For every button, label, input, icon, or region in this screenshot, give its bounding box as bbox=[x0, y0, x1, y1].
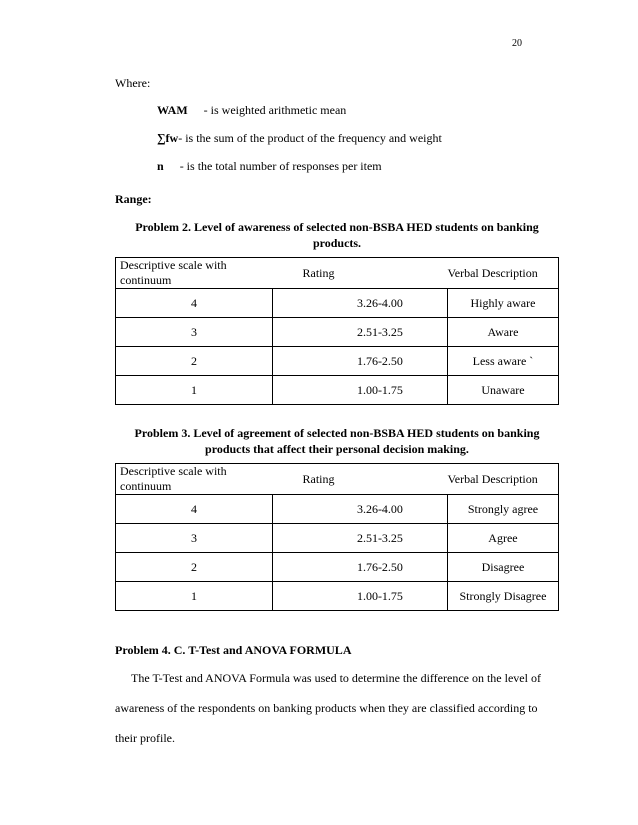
cell-scale: 2 bbox=[116, 553, 273, 582]
definition-desc: - is the total number of responses per item bbox=[179, 159, 382, 173]
cell-rating: 1.76-2.50 bbox=[273, 347, 448, 376]
table-row bbox=[116, 347, 559, 376]
table-row bbox=[116, 582, 559, 611]
header-rating: Rating bbox=[273, 258, 448, 289]
cell-scale: 2 bbox=[116, 347, 273, 376]
cell-description: Agree bbox=[447, 524, 558, 553]
definition-term: WAM bbox=[157, 103, 188, 117]
problem4-title: Problem 4. C. T-Test and ANOVA FORMULA bbox=[115, 643, 352, 657]
cell-scale: 4 bbox=[116, 289, 273, 318]
range-label: Range: bbox=[115, 192, 152, 206]
table-row bbox=[116, 318, 559, 347]
problem2-title-line1: Problem 2. Level of awareness of selected non-BSBA HED students on banking bbox=[135, 220, 539, 234]
table-row bbox=[116, 289, 559, 318]
cell-rating: 1.76-2.50 bbox=[273, 553, 448, 582]
table-row bbox=[116, 376, 559, 405]
cell-description: Disagree bbox=[447, 553, 558, 582]
problem3-title-line2: products that affect their personal decision making. bbox=[205, 442, 469, 456]
cell-rating: 1.00-1.75 bbox=[273, 376, 448, 405]
where-label: Where: bbox=[115, 76, 151, 90]
table-header-row bbox=[116, 464, 559, 495]
definition-wam bbox=[157, 103, 346, 118]
cell-scale: 3 bbox=[116, 524, 273, 553]
cell-description: Unaware bbox=[447, 376, 558, 405]
cell-scale: 1 bbox=[116, 376, 273, 405]
cell-rating: 1.00-1.75 bbox=[273, 582, 448, 611]
cell-description: Less aware ` bbox=[447, 347, 558, 376]
problem2-title-line2: products. bbox=[312, 236, 362, 250]
cell-description: Highly aware bbox=[447, 289, 558, 318]
problem4-paragraph-line1: The T-Test and ANOVA Formula was used to determine the difference on the level of bbox=[131, 671, 541, 685]
cell-scale: 4 bbox=[116, 495, 273, 524]
cell-description: Strongly Disagree bbox=[447, 582, 558, 611]
problem2-table bbox=[115, 257, 559, 405]
cell-rating: 2.51-3.25 bbox=[273, 524, 448, 553]
problem3-table bbox=[115, 463, 559, 611]
table-row bbox=[116, 495, 559, 524]
cell-scale: 3 bbox=[116, 318, 273, 347]
table-header-row bbox=[116, 258, 559, 289]
table-row bbox=[116, 553, 559, 582]
page-number: 20 bbox=[512, 38, 522, 49]
definition-term: ∑fw bbox=[157, 131, 179, 145]
cell-rating: 3.26-4.00 bbox=[273, 495, 448, 524]
definition-n bbox=[157, 159, 382, 174]
definition-desc: - is weighted arithmetic mean bbox=[203, 103, 347, 117]
definition-desc: - is the sum of the product of the frequency and weight bbox=[178, 131, 442, 145]
problem4-paragraph-line3: their profile. bbox=[115, 731, 175, 745]
cell-rating: 3.26-4.00 bbox=[273, 289, 448, 318]
cell-rating: 2.51-3.25 bbox=[273, 318, 448, 347]
definition-term: n bbox=[157, 159, 164, 173]
header-rating: Rating bbox=[273, 464, 448, 495]
cell-description: Strongly agree bbox=[447, 495, 558, 524]
problem4-paragraph-line2: awareness of the respondents on banking products when they are classified according to bbox=[115, 701, 538, 715]
cell-scale: 1 bbox=[116, 582, 273, 611]
cell-description: Aware bbox=[447, 318, 558, 347]
header-descriptive-scale: Descriptive scale with continuum bbox=[116, 258, 273, 289]
definition-sum-fw bbox=[157, 131, 442, 146]
header-verbal-description: Verbal Description bbox=[447, 258, 558, 289]
problem3-title-line1: Problem 3. Level of agreement of selected non-BSBA HED students on banking bbox=[134, 426, 540, 440]
table-row bbox=[116, 524, 559, 553]
header-verbal-description: Verbal Description bbox=[447, 464, 558, 495]
header-descriptive-scale: Descriptive scale with continuum bbox=[116, 464, 273, 495]
